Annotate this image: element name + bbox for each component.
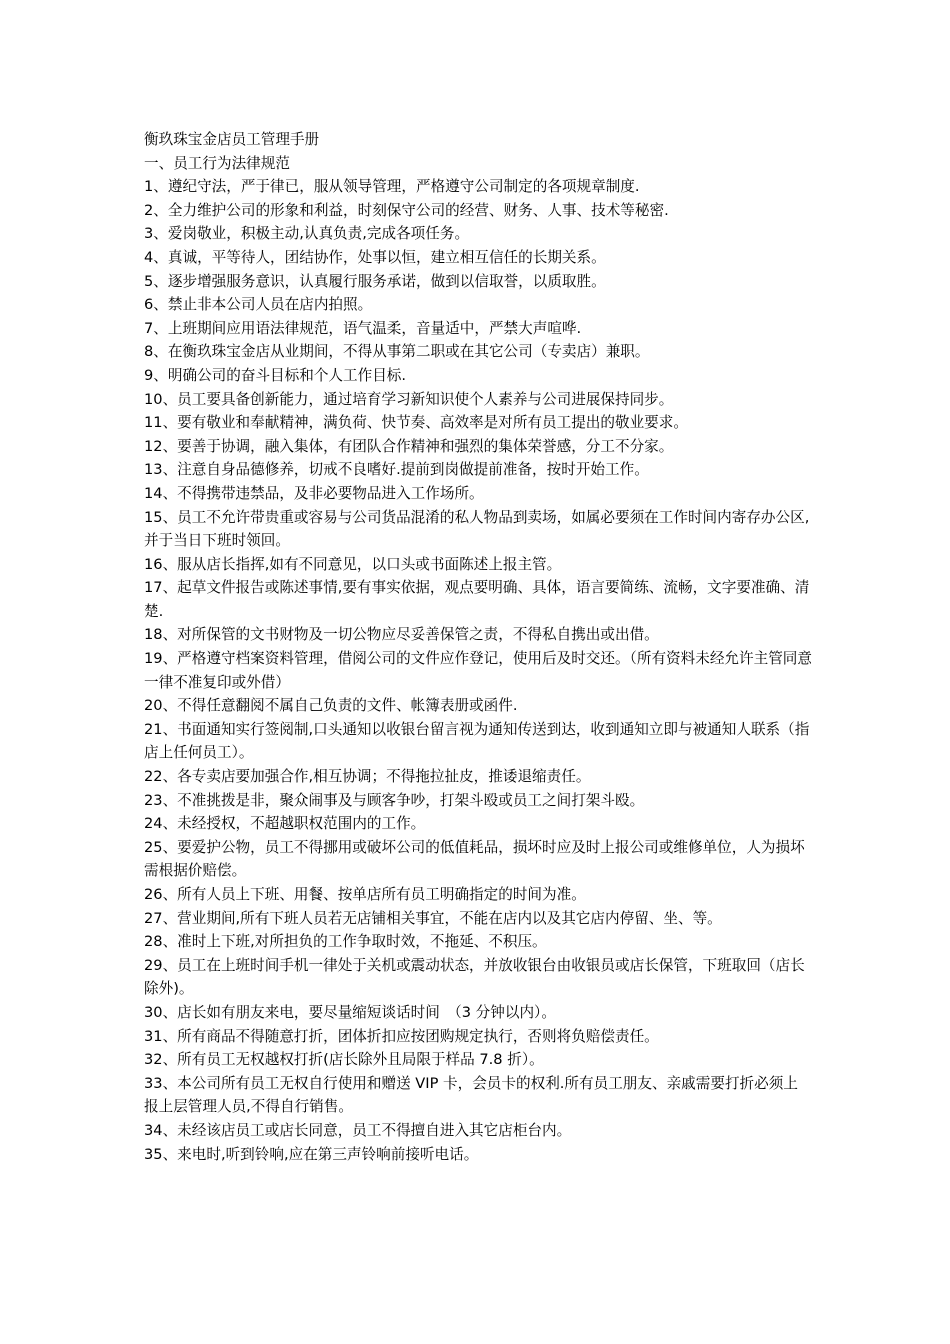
rule-item: 2、全力维护公司的形象和利益，时刻保守公司的经营、财务、人事、技术等秘密. bbox=[144, 201, 669, 219]
rule-item: 11、要有敬业和奉献精神，满负荷、快节奏、高效率是对所有员工提出的敬业要求。 bbox=[144, 414, 688, 432]
rule-item: 16、服从店长指挥,如有不同意见，以口头或书面陈述上报主管。 bbox=[144, 555, 562, 573]
rule-item: 29、员工在上班时间手机一律处于关机或震动状态，并放收银台由收银员或店长保管，下班取回（店长除外)。 bbox=[144, 956, 805, 998]
rule-item: 20、不得任意翻阅不属自己负责的文件、帐簿表册或函件. bbox=[144, 697, 518, 715]
rule-item: 24、未经授权，不超越职权范围内的工作。 bbox=[144, 815, 426, 833]
rule-item: 21、书面通知实行签阅制,口头通知以收银台留言视为通知传送到达，收到通知立即与被通知人联系（指店上任何员工）。 bbox=[144, 720, 810, 762]
rule-item: 27、营业期间,所有下班人员若无店铺相关事宜，不能在店内以及其它店内停留、坐、等。 bbox=[144, 909, 722, 927]
section-heading: 一、员工行为法律规范 bbox=[144, 154, 290, 172]
rule-item: 34、未经该店员工或店长同意，员工不得擅自进入其它店柜台内。 bbox=[144, 1121, 572, 1139]
rule-item: 4、真诚，平等待人，团结协作，处事以恒，建立相互信任的长期关系。 bbox=[144, 248, 606, 266]
rule-item: 8、在衡玖珠宝金店从业期间，不得从事第二职或在其它公司（专卖店）兼职。 bbox=[144, 343, 650, 361]
rule-item: 19、严格遵守档案资料管理，借阅公司的文件应作登记，使用后及时交还。（所有资料未经允许主管同意一律不准复印或外借） bbox=[144, 650, 812, 691]
rule-item: 31、所有商品不得随意打折，团体折扣应按团购规定执行，否则将负赔偿责任。 bbox=[144, 1027, 659, 1045]
rule-item: 33、本公司所有员工无权自行使用和赠送 VIP 卡，会员卡的权利.所有员工朋友、亲戚需要打折必须上报上层管理人员,不得自行销售。 bbox=[144, 1074, 798, 1116]
rule-item: 32、所有员工无权越权打折(店长除外且局限于样品 7.8 折）。 bbox=[144, 1051, 544, 1069]
rule-item: 3、爱岗敬业，积极主动,认真负责,完成各项任务。 bbox=[144, 225, 470, 243]
rule-item: 1、遵纪守法，严于律已，服从领导管理，严格遵守公司制定的各项规章制度. bbox=[144, 178, 640, 196]
rule-item: 28、准时上下班,对所担负的工作争取时效，不拖延、不积压。 bbox=[144, 933, 547, 951]
rule-item: 25、要爱护公物，员工不得挪用或破坏公司的低值耗品，损坏时应及时上报公司或维修单位，人为损坏需根据价赔偿。 bbox=[144, 838, 805, 880]
rule-item: 30、店长如有朋友来电，要尽量缩短谈话时间 （3 分钟以内）。 bbox=[144, 1003, 556, 1021]
rule-item: 12、要善于协调，融入集体，有团队合作精神和强烈的集体荣誉感，分工不分家。 bbox=[144, 437, 674, 455]
rule-item: 35、来电时,听到铃响,应在第三声铃响前接听电话。 bbox=[144, 1145, 479, 1163]
rule-item: 22、各专卖店要加强合作,相互协调；不得拖拉扯皮，推诿退缩责任。 bbox=[144, 768, 591, 786]
rule-item: 26、所有人员上下班、用餐、按单店所有员工明确指定的时间为准。 bbox=[144, 886, 586, 903]
rule-item: 15、员工不允许带贵重或容易与公司货品混淆的私人物品到卖场，如属必要须在工作时间内寄存办公区,并于当日下班时领回。 bbox=[144, 508, 810, 550]
rule-item: 18、对所保管的文书财物及一切公物应尽妥善保管之责，不得私自携出或出借。 bbox=[144, 626, 659, 644]
rule-item: 14、不得携带违禁品，及非必要物品进入工作场所。 bbox=[144, 484, 484, 502]
document-body bbox=[144, 128, 812, 1166]
rule-item: 10、员工要具备创新能力，通过培育学习新知识使个人素养与公司进展保持同步。 bbox=[144, 390, 674, 408]
rule-item: 9、明确公司的奋斗目标和个人工作目标. bbox=[144, 366, 407, 384]
rule-item: 7、上班期间应用语法律规范，语气温柔，音量适中，严禁大声喧哗. bbox=[144, 319, 582, 337]
rule-item: 17、起草文件报告或陈述事情,要有事实依据，观点要明确、具体，语言要简练、流畅，文字要准确、清楚. bbox=[144, 579, 810, 620]
rule-item: 5、逐步增强服务意识，认真履行服务承诺，做到以信取誉，以质取胜。 bbox=[144, 272, 606, 290]
rule-item: 6、禁止非本公司人员在店内拍照。 bbox=[144, 296, 373, 314]
document-title: 衡玖珠宝金店员工管理手册 bbox=[144, 131, 320, 148]
rule-item: 13、注意自身品德修养，切戒不良嗜好.提前到岗做提前准备，按时开始工作。 bbox=[144, 461, 649, 479]
rule-list bbox=[144, 175, 812, 1166]
rule-item: 23、不准挑拨是非，聚众闹事及与顾客争吵，打架斗殴或员工之间打架斗殴。 bbox=[144, 791, 645, 809]
